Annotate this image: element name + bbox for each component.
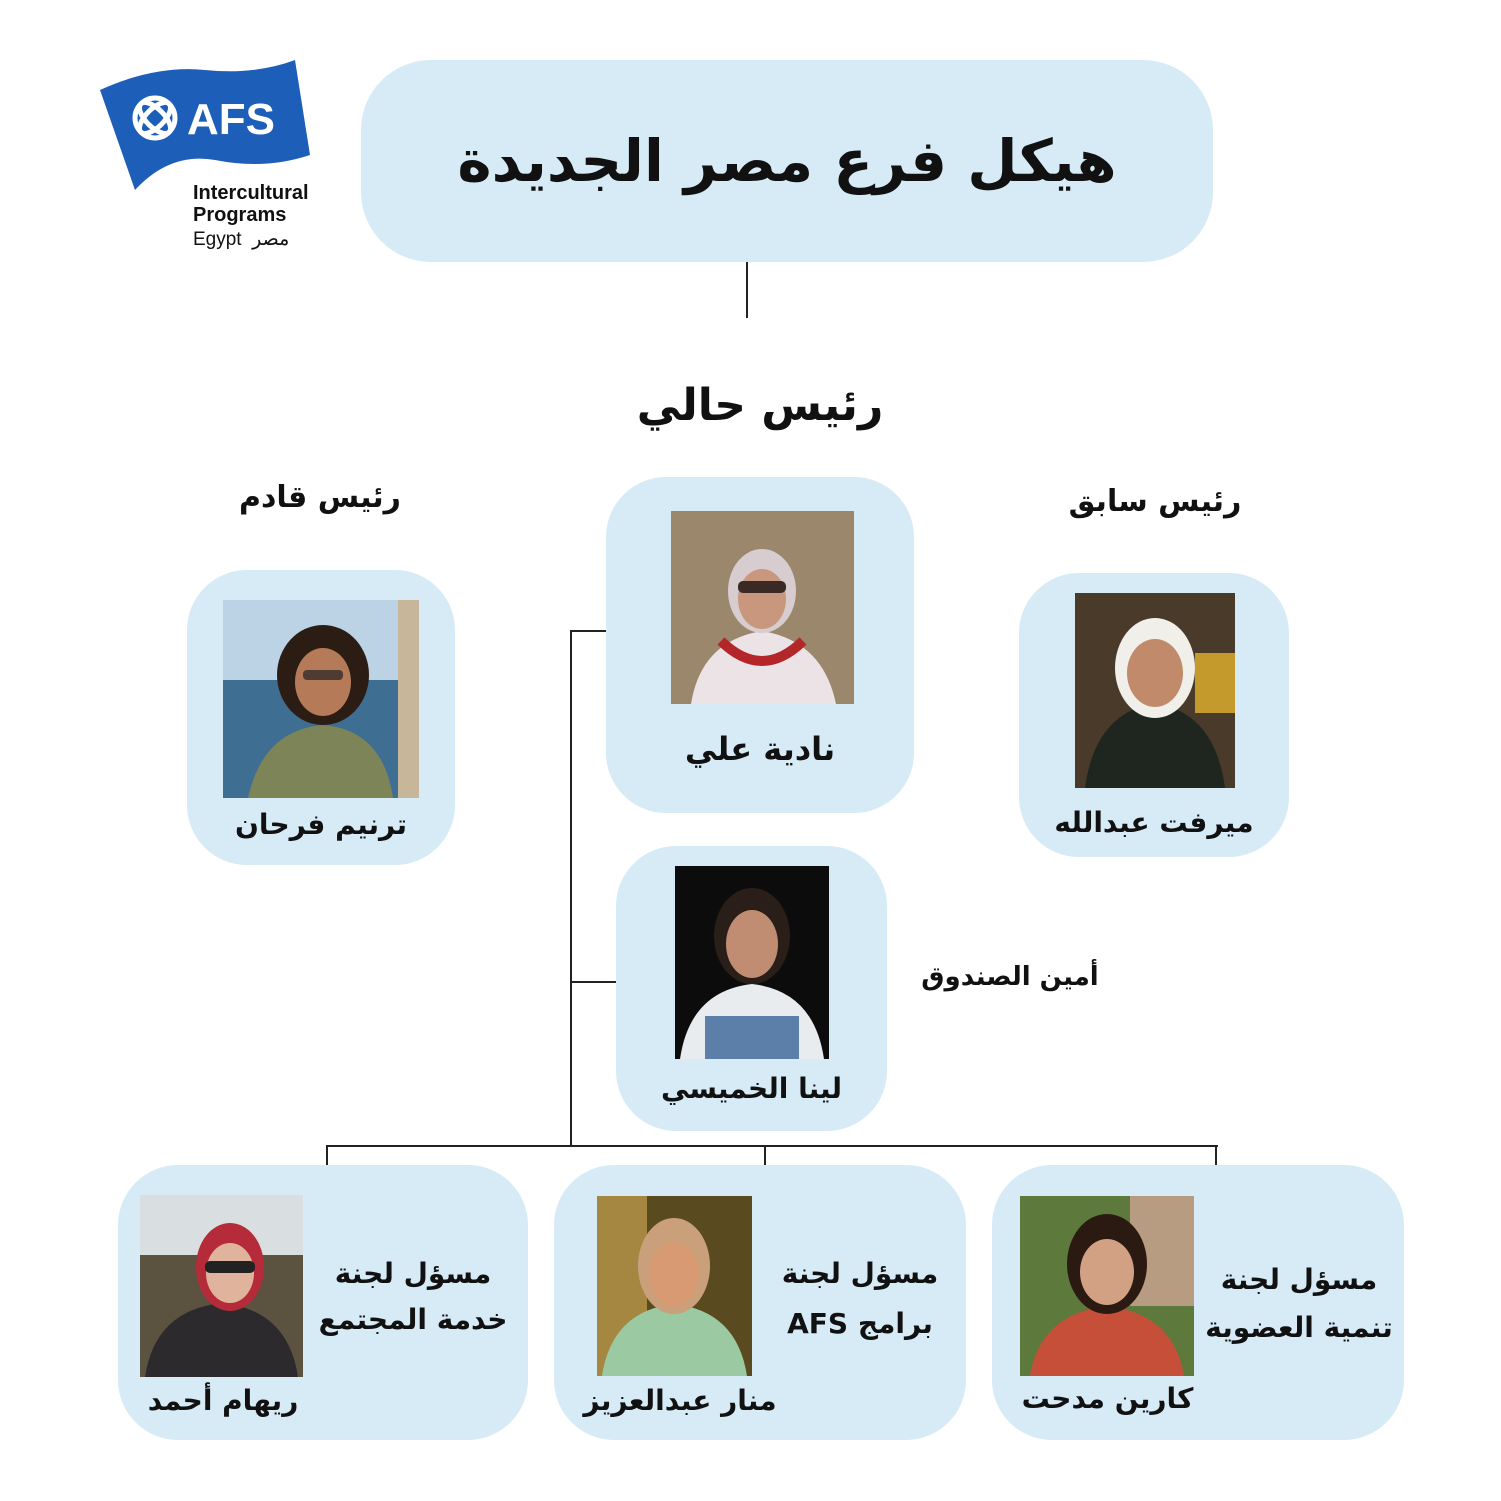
name-incoming-president: ترنيم فرحان [235, 808, 407, 841]
committee-membership-line1: مسؤل لجنة [1220, 1263, 1378, 1296]
person-photo-icon [671, 511, 854, 704]
committee-programs-line1: مسؤل لجنة [781, 1257, 939, 1290]
committee-community-line1: مسؤل لجنة [334, 1257, 492, 1290]
photo-incoming-president [223, 600, 419, 798]
name-current-president: نادية علي [684, 730, 836, 768]
person-photo-icon [675, 866, 829, 1059]
logo-text-intercultural: Intercultural [193, 182, 309, 204]
treasurer-branch [570, 981, 616, 983]
committee-drop-left [326, 1145, 328, 1165]
committee-community-line2: خدمة المجتمع [318, 1303, 508, 1336]
person-photo-icon [1075, 593, 1235, 788]
photo-membership-head [1020, 1196, 1194, 1376]
name-treasurer: لينا الخميسي [661, 1072, 842, 1105]
title-connector [746, 262, 748, 318]
role-treasurer: أمين الصندوق [921, 962, 1099, 992]
president-branch [570, 630, 608, 632]
committee-drop-right [1215, 1145, 1217, 1165]
person-photo-icon [1020, 1196, 1194, 1376]
role-former-president: رئيس سابق [1068, 484, 1242, 519]
afs-logo-brand: AFS [187, 95, 275, 144]
name-membership-head: كارين مدحت [1021, 1382, 1194, 1415]
person-photo-icon [140, 1195, 303, 1377]
photo-treasurer [675, 866, 829, 1059]
photo-programs-head [597, 1196, 752, 1376]
photo-current-president [671, 511, 854, 704]
logo-text-programs: Programs [193, 204, 287, 226]
name-former-president: ميرفت عبدالله [1054, 806, 1254, 839]
role-current-president: رئيس حالي [636, 380, 884, 431]
page-title: هيكل فرع مصر الجديدة [457, 127, 1117, 195]
photo-former-president [1075, 593, 1235, 788]
photo-community-head [140, 1195, 303, 1377]
person-photo-icon [223, 600, 419, 798]
name-programs-head: منار عبدالعزيز [583, 1384, 777, 1417]
name-community-head: ريهام أحمد [147, 1384, 299, 1417]
trunk-line [570, 630, 572, 1147]
committee-membership-line2: تنمية العضوية [1205, 1311, 1393, 1344]
role-incoming-president: رئيس قادم [239, 480, 401, 515]
logo-text-egypt: Egypt مصر [193, 229, 290, 250]
committee-bar [326, 1145, 1218, 1147]
person-photo-icon [597, 1196, 752, 1376]
committee-programs-line2: برامج AFS [787, 1307, 933, 1340]
afs-flag-icon [95, 60, 325, 190]
committee-drop-center [764, 1145, 766, 1165]
